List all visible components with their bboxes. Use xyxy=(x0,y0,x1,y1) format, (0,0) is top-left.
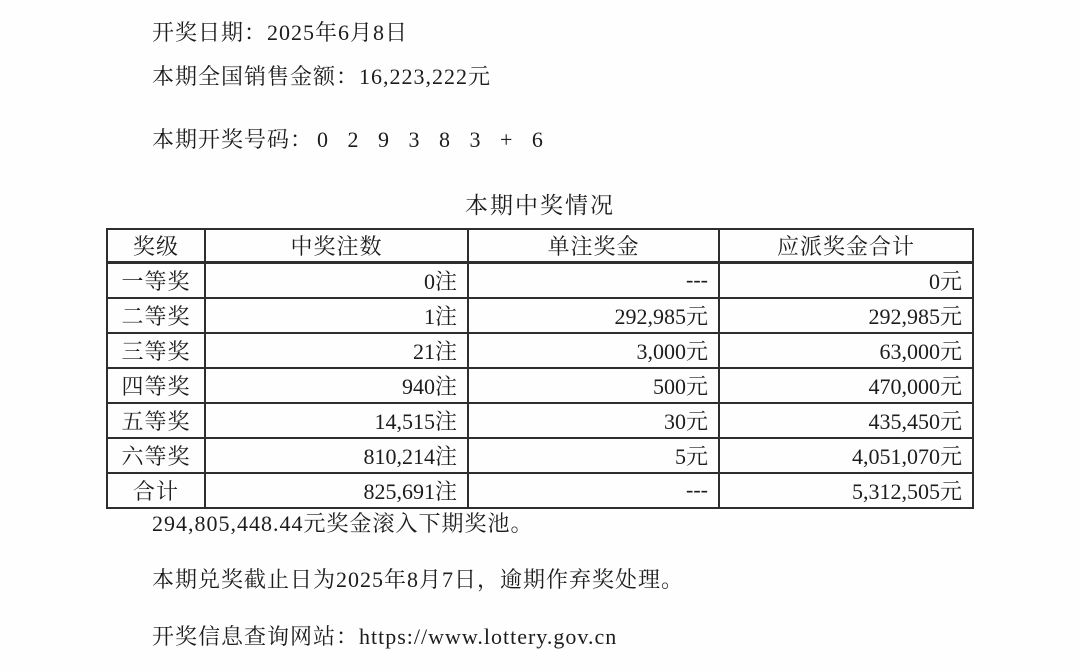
col-header-single-prize: 单注奖金 xyxy=(468,229,719,263)
rollover-line: 294,805,448.44元奖金滚入下期奖池。 xyxy=(152,511,534,536)
table-row xyxy=(107,438,973,473)
cell-total-prize: 5,312,505元 xyxy=(719,473,973,508)
cell-total-prize: 292,985元 xyxy=(719,298,973,333)
cell-winning-bets: 825,691注 xyxy=(205,473,468,508)
table-header-row xyxy=(107,229,973,263)
cell-single-prize: 30元 xyxy=(468,403,719,438)
cell-winning-bets: 21注 xyxy=(205,333,468,368)
cell-prize-level: 五等奖 xyxy=(107,403,205,438)
cell-total-prize: 435,450元 xyxy=(719,403,973,438)
redeem-deadline-line: 本期兑奖截止日为2025年8月7日，逾期作弃奖处理。 xyxy=(152,567,685,592)
cell-prize-level: 四等奖 xyxy=(107,368,205,403)
cell-single-prize: --- xyxy=(468,473,719,508)
cell-winning-bets: 940注 xyxy=(205,368,468,403)
prize-table xyxy=(106,228,974,509)
table-row xyxy=(107,333,973,368)
cell-prize-level: 一等奖 xyxy=(107,263,205,298)
cell-winning-bets: 0注 xyxy=(205,263,468,298)
col-header-winning-bets: 中奖注数 xyxy=(205,229,468,263)
cell-total-prize: 4,051,070元 xyxy=(719,438,973,473)
cell-single-prize: 500元 xyxy=(468,368,719,403)
cell-total-prize: 470,000元 xyxy=(719,368,973,403)
draw-date-line: 开奖日期：2025年6月8日 xyxy=(152,20,409,45)
cell-single-prize: 292,985元 xyxy=(468,298,719,333)
cell-total-prize: 0元 xyxy=(719,263,973,298)
col-header-prize-level: 奖级 xyxy=(107,229,205,263)
draw-numbers-value: 0 2 9 3 8 3 + 6 xyxy=(317,127,550,152)
website-label: 开奖信息查询网站： xyxy=(152,624,360,649)
table-row xyxy=(107,403,973,438)
cell-winning-bets: 14,515注 xyxy=(205,403,468,438)
cell-single-prize: --- xyxy=(468,263,719,298)
cell-single-prize: 5元 xyxy=(468,438,719,473)
cell-prize-level: 二等奖 xyxy=(107,298,205,333)
prize-table-title: 本期中奖情况 xyxy=(465,193,615,218)
website-url: https://www.lottery.gov.cn xyxy=(359,624,618,649)
cell-prize-level: 三等奖 xyxy=(107,333,205,368)
sales-amount-line: 本期全国销售金额：16,223,222元 xyxy=(152,64,492,89)
table-row xyxy=(107,368,973,403)
table-row-total xyxy=(107,473,973,508)
cell-winning-bets: 1注 xyxy=(205,298,468,333)
cell-prize-level: 合计 xyxy=(107,473,205,508)
cell-single-prize: 3,000元 xyxy=(468,333,719,368)
draw-numbers-label: 本期开奖号码： xyxy=(152,127,314,152)
cell-winning-bets: 810,214注 xyxy=(205,438,468,473)
cell-prize-level: 六等奖 xyxy=(107,438,205,473)
cell-total-prize: 63,000元 xyxy=(719,333,973,368)
draw-numbers-line xyxy=(152,127,550,152)
table-row xyxy=(107,298,973,333)
table-row xyxy=(107,263,973,298)
website-line xyxy=(152,624,617,649)
col-header-total-prize: 应派奖金合计 xyxy=(719,229,973,263)
